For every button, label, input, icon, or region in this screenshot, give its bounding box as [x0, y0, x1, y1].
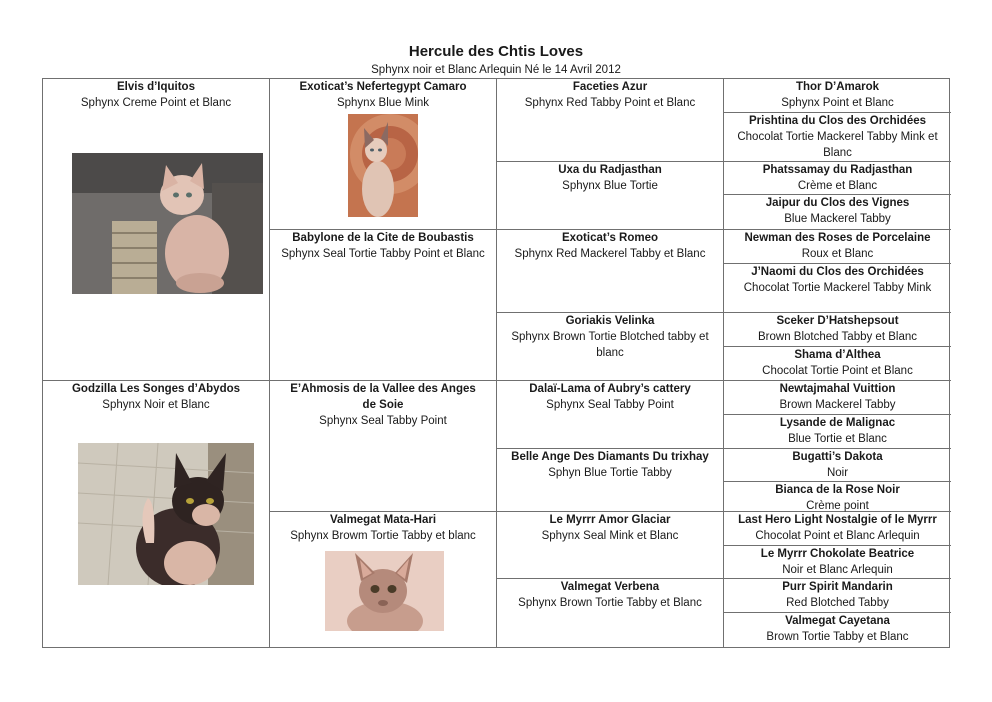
- cat-description: Brown Tortie Tabby et Blanc: [766, 631, 909, 643]
- cat-name: Exoticat’s Nefertegypt Camaro: [299, 81, 467, 93]
- cat-name: Newman des Roses de Porcelaine: [744, 232, 931, 244]
- ancestor-cell: [724, 230, 951, 263]
- cat-name: Purr Spirit Mandarin: [782, 581, 893, 593]
- cat-description: Sphynx Red Mackerel Tabby et Blanc: [514, 248, 706, 260]
- ancestor-cell: [724, 546, 951, 578]
- pedigree-table: [42, 78, 950, 648]
- ancestor-cell: [724, 512, 951, 545]
- ancestor-cell: [724, 347, 951, 380]
- cat-description: Sphynx Seal Mink et Blanc: [541, 530, 679, 542]
- cat-description: Sphyn Blue Tortie Tabby: [548, 467, 672, 479]
- cat-description: Sphynx Brown Tortie Tabby et Blanc: [518, 597, 702, 609]
- cat-name: Newtajmahal Vuittion: [779, 383, 896, 395]
- cat-description: Chocolat Tortie Mackerel Tabby Mink et Blanc: [737, 131, 938, 159]
- great-grandparent-cell: [497, 230, 723, 312]
- cat-name: Valmegat Verbena: [560, 581, 660, 593]
- ancestor-cell: [724, 613, 951, 647]
- page-title: Hercule des Chtis Loves: [408, 43, 584, 60]
- cat-description: Sphynx Red Tabby Point et Blanc: [524, 97, 696, 109]
- cat-name: Uxa du Radjasthan: [558, 164, 662, 176]
- ancestor-cell: [724, 579, 951, 612]
- great-grandparent-cell: [497, 579, 723, 647]
- cat-description: Chocolat Tortie Point et Blanc: [762, 365, 913, 377]
- cat-name: Godzilla Les Songes d’Abydos: [71, 383, 241, 395]
- cat-description: Chocolat Point et Blanc Arlequin: [755, 530, 920, 542]
- cat-description: Blue Tortie et Blanc: [788, 433, 887, 445]
- cat-photo: [72, 153, 263, 294]
- cat-name: Elvis d’Iquitos: [117, 81, 195, 93]
- cat-name: Bianca de la Rose Noir: [775, 484, 900, 496]
- cat-description: Sphynx Blue Mink: [336, 97, 430, 109]
- cat-description: Sphynx Brown Tortie Blotched tabby et blanc: [511, 331, 709, 359]
- cat-description: Crème et Blanc: [797, 180, 878, 192]
- ancestor-cell: [724, 381, 951, 414]
- cat-description: Brown Mackerel Tabby: [779, 399, 896, 411]
- ancestor-cell: [724, 162, 951, 194]
- cat-description: Blue Mackerel Tabby: [784, 213, 891, 225]
- cat-name: Sceker D’Hatshepsout: [776, 315, 899, 327]
- cat-description: Chocolat Tortie Mackerel Tabby Mink: [743, 282, 932, 294]
- ancestor-cell: [724, 313, 951, 346]
- cat-description: Sphynx Noir et Blanc: [102, 399, 210, 411]
- ancestor-cell: [724, 449, 951, 481]
- great-grandparent-cell: [497, 162, 723, 229]
- cat-name: J’Naomi du Clos des Orchidées: [751, 266, 924, 278]
- cat-name: E’Ahmosis de la Vallee des Anges de Soie: [290, 383, 476, 411]
- ancestor-cell: [724, 195, 951, 229]
- cat-description: Roux et Blanc: [801, 248, 874, 260]
- cat-name: Lysande de Malignac: [779, 417, 896, 429]
- cat-description: Sphynx Creme Point et Blanc: [80, 97, 232, 109]
- cat-description: Sphynx Browm Tortie Tabby et blanc: [290, 530, 476, 542]
- cat-name: Belle Ange Des Diamants Du trixhay: [511, 451, 709, 463]
- cat-name: Valmegat Mata-Hari: [329, 514, 437, 526]
- cat-description: Brown Blotched Tabby et Blanc: [758, 331, 917, 343]
- cat-name: Valmegat Cayetana: [785, 615, 890, 627]
- cat-name: Thor D’Amarok: [795, 81, 880, 93]
- grandparent-cell: [270, 381, 496, 511]
- ancestor-cell: [724, 482, 951, 511]
- cat-name: Shama d’Althea: [794, 349, 881, 361]
- cat-name: Prishtina du Clos des Orchidées: [748, 115, 927, 127]
- great-grandparent-cell: [497, 449, 723, 511]
- cat-description: Sphynx Point et Blanc: [781, 97, 894, 109]
- cat-description: Sphynx Seal Tabby Point: [319, 415, 447, 427]
- cat-description: Red Blotched Tabby: [786, 597, 889, 609]
- great-grandparent-cell: [497, 313, 723, 380]
- cat-photo: [325, 551, 444, 631]
- cat-photo: [348, 114, 418, 217]
- cat-description: Sphynx Seal Tabby Point: [546, 399, 674, 411]
- cat-name: Jaipur du Clos des Vignes: [765, 197, 910, 209]
- cat-name: Exoticat’s Romeo: [561, 232, 659, 244]
- cat-name: Le Myrrr Chokolate Beatrice: [760, 548, 915, 560]
- grandparent-cell: [270, 230, 496, 380]
- cat-name: Bugatti’s Dakota: [792, 451, 883, 463]
- cat-name: Dalaï-Lama of Aubry’s cattery: [529, 383, 691, 395]
- great-grandparent-cell: [497, 512, 723, 578]
- cat-description: Sphynx Blue Tortie: [562, 180, 658, 192]
- ancestor-cell: [724, 79, 951, 112]
- great-grandparent-cell: [497, 79, 723, 161]
- cat-name: Babylone de la Cite de Boubastis: [292, 232, 474, 244]
- ancestor-cell: [724, 415, 951, 448]
- ancestor-cell: [724, 264, 951, 312]
- cat-name: Le Myrrr Amor Glaciar: [549, 514, 671, 526]
- cat-description: Crème point: [806, 500, 869, 512]
- cat-description: Noir et Blanc Arlequin: [782, 564, 893, 576]
- cat-name: Phatssamay du Radjasthan: [762, 164, 913, 176]
- cat-description: Sphynx Seal Tortie Tabby Point et Blanc: [281, 248, 485, 260]
- great-grandparent-cell: [497, 381, 723, 448]
- page-subtitle: Sphynx noir et Blanc Arlequin Né le 14 Avril 2012: [371, 64, 621, 76]
- cat-name: Goriakis Velinka: [565, 315, 655, 327]
- cat-name: Last Hero Light Nostalgie of le Myrrr: [738, 514, 937, 526]
- cat-photo: [78, 443, 254, 585]
- ancestor-cell: [724, 113, 951, 161]
- cat-name: Faceties Azur: [572, 81, 648, 93]
- cat-description: Noir: [826, 467, 849, 479]
